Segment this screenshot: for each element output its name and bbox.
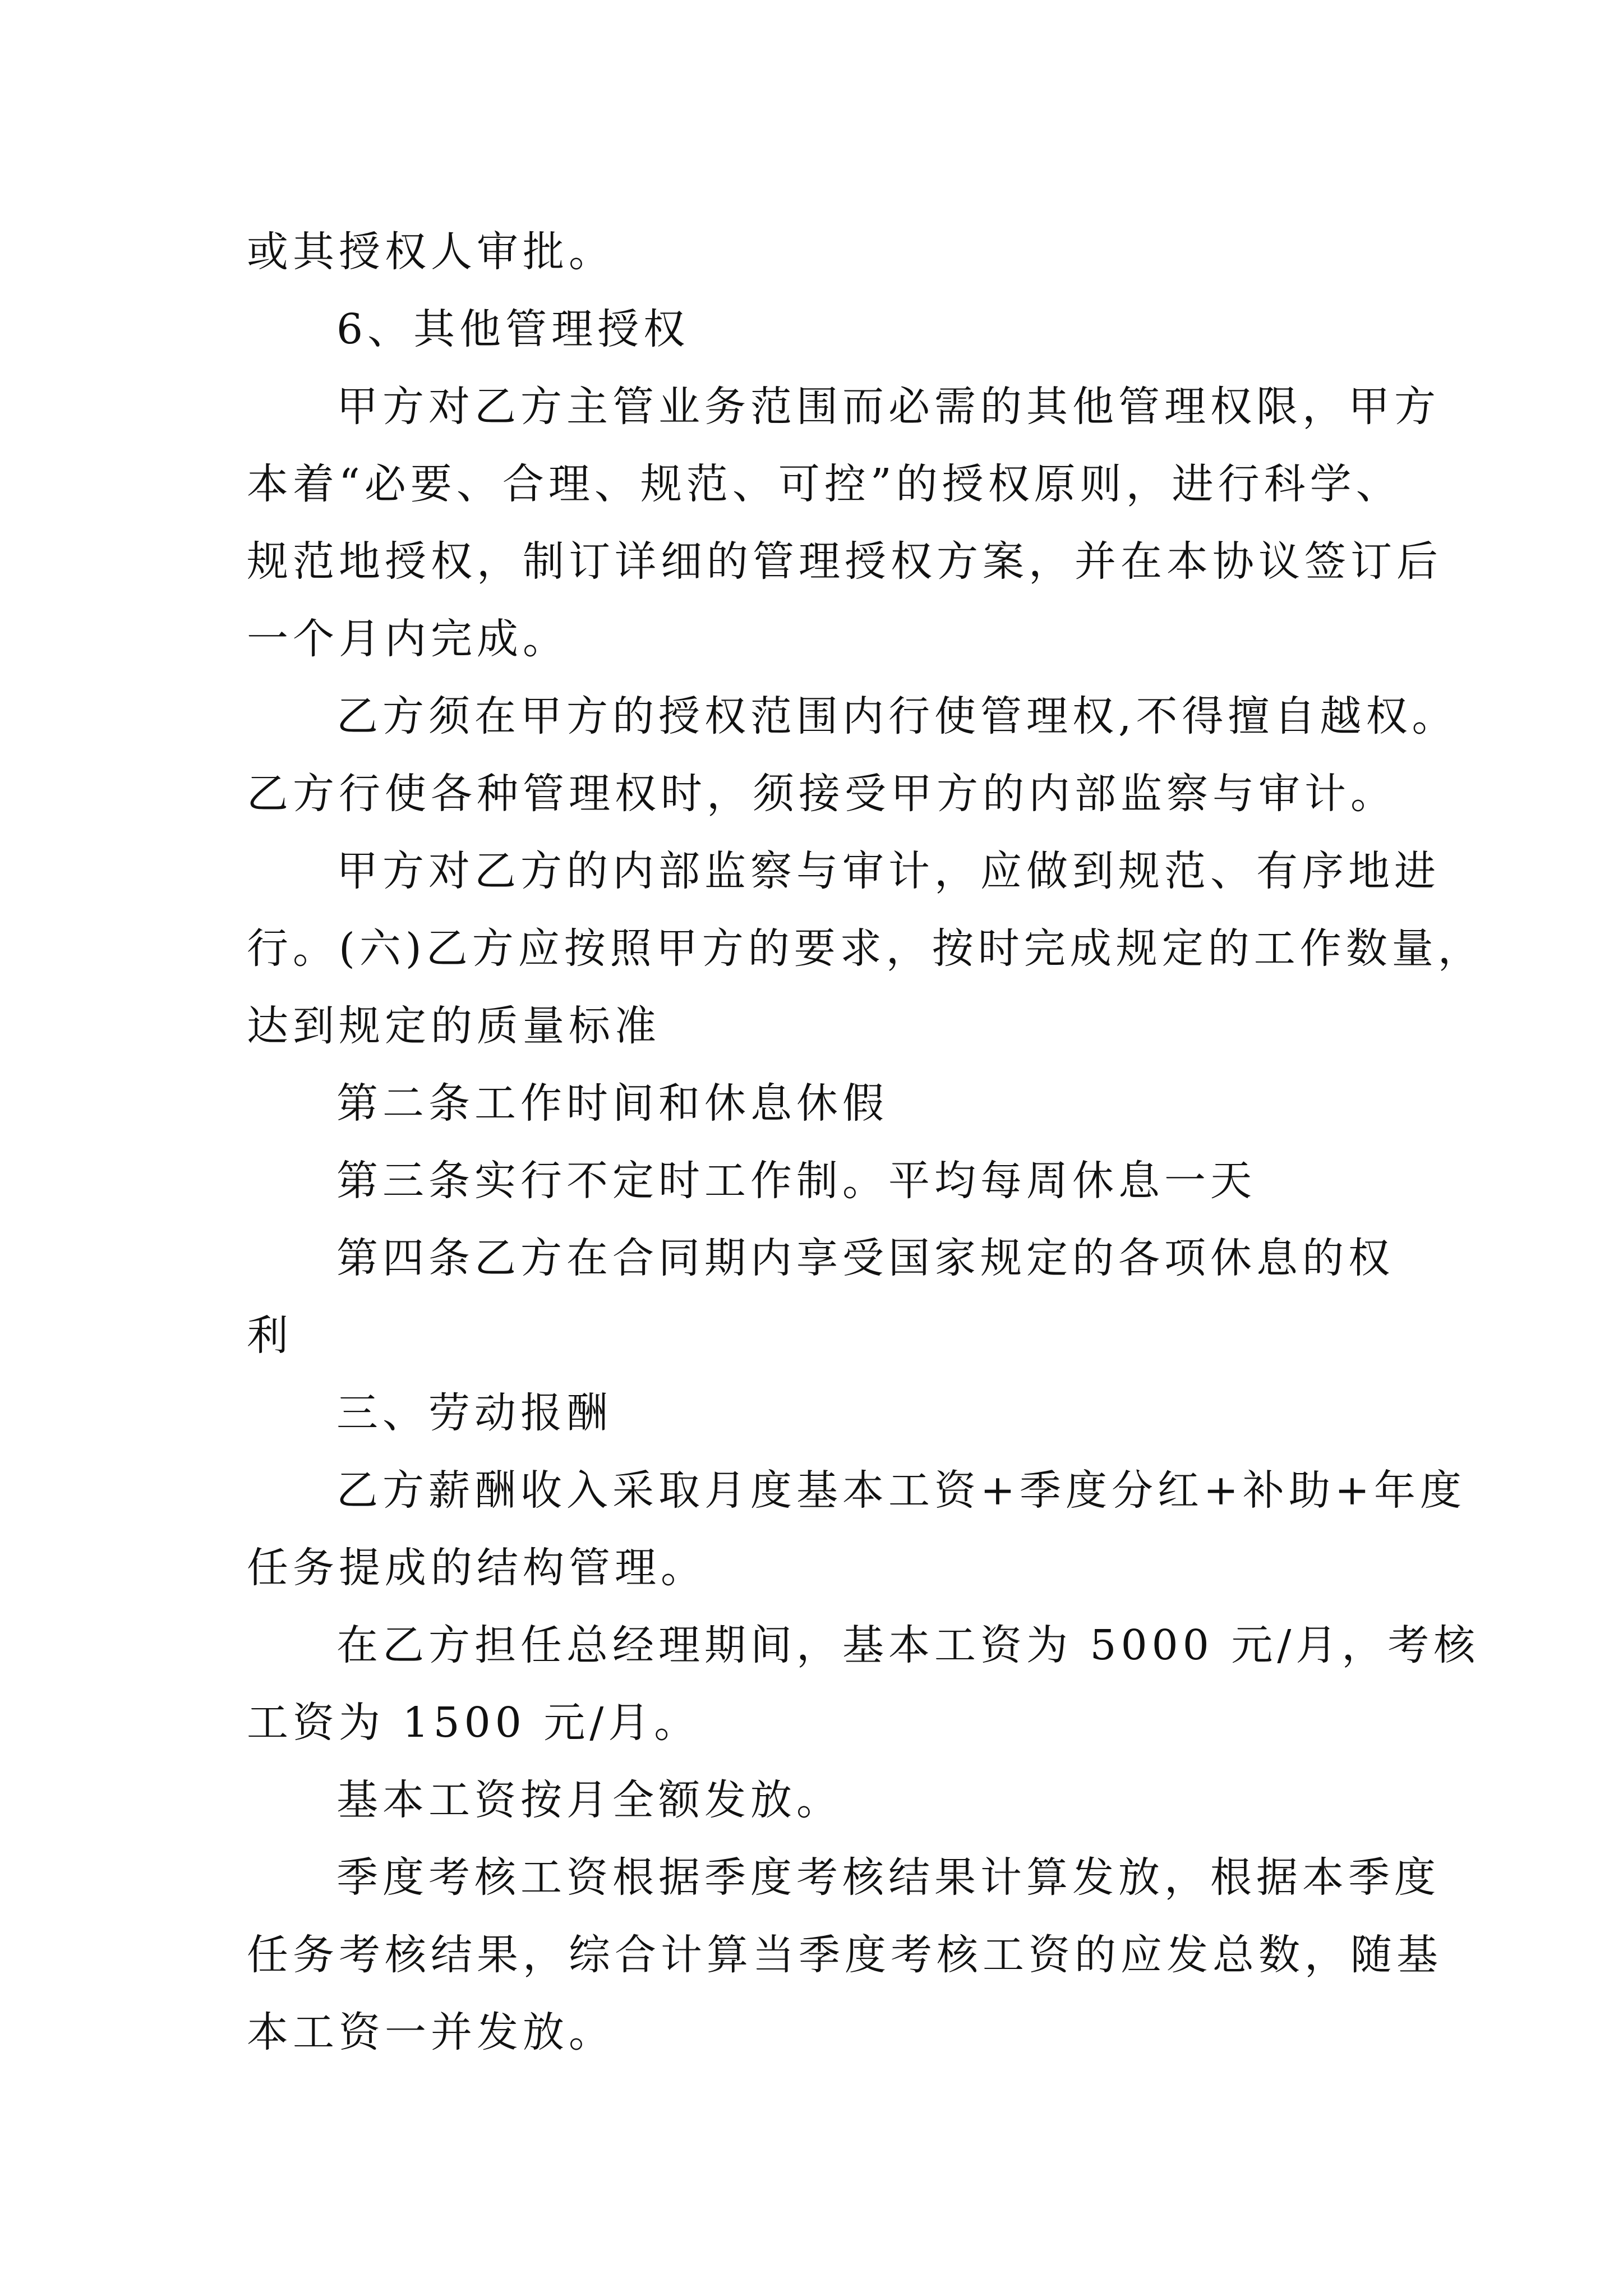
document-body — [247, 213, 1484, 2071]
text-line: 季度考核工资根据季度考核结果计算发放，根据本季度 — [336, 1853, 1440, 1902]
text-line: 乙方须在甲方的授权范围内行使管理权,不得擅自越权。 — [336, 692, 1458, 740]
text-line: 达到规定的质量标准 — [247, 1002, 661, 1050]
section-heading: 三、劳动报酬 — [336, 1389, 612, 1437]
article-heading: 第三条实行不定时工作制。平均每周休息一天 — [336, 1157, 1256, 1205]
text-line: 在乙方担任总经理期间，基本工资为 5000 元/月，考核 — [336, 1621, 1480, 1669]
text-line: 工资为 1500 元/月。 — [247, 1699, 700, 1747]
text-line: 任务提成的结构管理。 — [247, 1544, 707, 1592]
text-line: 本着“必要、合理、规范、可控”的授权原则，进行科学、 — [247, 460, 1402, 508]
text-line: 本工资一并发放。 — [247, 2008, 615, 2056]
section-heading: 6、其他管理授权 — [336, 305, 690, 353]
text-line: 或其授权人审批。 — [247, 228, 615, 276]
text-line: 规范地授权，制订详细的管理授权方案，并在本协议签订后 — [247, 537, 1442, 586]
text-line: 甲方对乙方的内部监察与审计，应做到规范、有序地进 — [336, 847, 1440, 895]
text-line: 利 — [247, 1312, 293, 1360]
text-line: 行。(六)乙方应按照甲方的要求，按时完成规定的工作数量， — [247, 924, 1484, 973]
article-heading: 第二条工作时间和休息休假 — [336, 1079, 888, 1128]
text-line: 基本工资按月全额发放。 — [336, 1776, 842, 1824]
text-line: 乙方薪酬收入采取月度基本工资+季度分红+补助+年度 — [336, 1466, 1467, 1515]
text-line: 一个月内完成。 — [247, 615, 569, 663]
article-heading: 第四条乙方在合同期内享受国家规定的各项休息的权 — [336, 1234, 1394, 1282]
text-line: 任务考核结果，综合计算当季度考核工资的应发总数，随基 — [247, 1931, 1442, 1979]
text-line: 甲方对乙方主管业务范围而必需的其他管理权限，甲方 — [336, 383, 1440, 431]
text-line: 乙方行使各种管理权时，须接受甲方的内部监察与审计。 — [247, 770, 1396, 818]
